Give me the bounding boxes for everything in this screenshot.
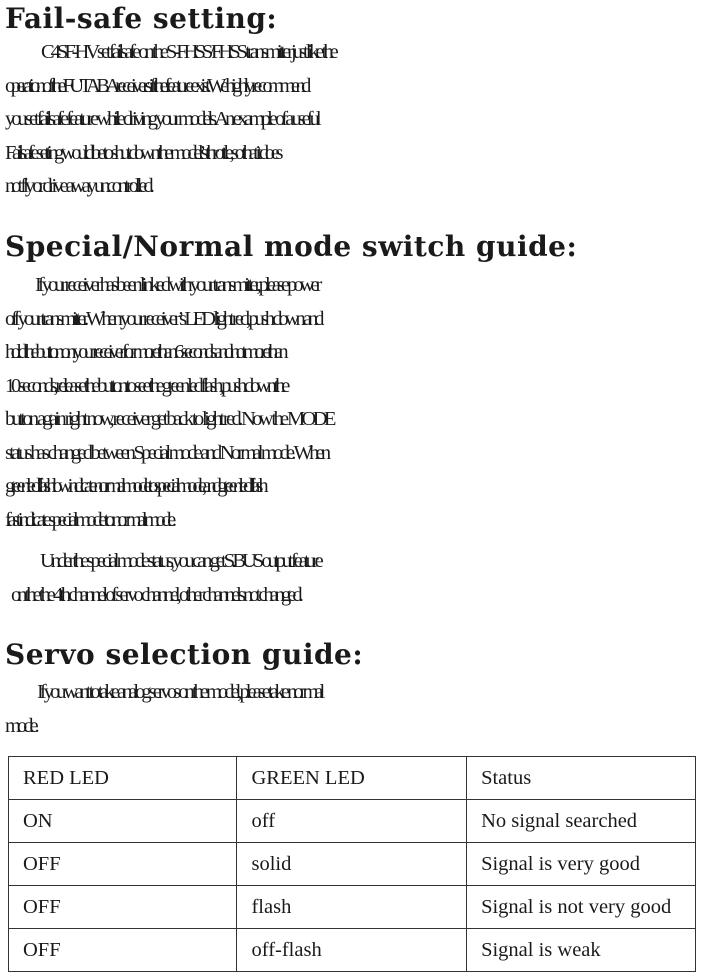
mode-switch-paragraph [5,269,700,537]
status-cell: Signal is not very good [467,886,696,929]
status-cell: No signal searched [467,800,696,843]
text-line: green led flash low indicate normal mode to special mode, and green led flash [5,475,264,497]
text-line: off your transmitter. When your receiver’s LED light red, push down and [5,307,321,330]
servo-paragraph [5,676,700,743]
red-led-cell: ON [9,800,237,843]
green-led-cell: flash [237,886,467,929]
text-line: Failsafe setting would be to shut down the model’s throttle, so that it does [5,141,280,164]
text-line: If you want to take analog servos on the model, please take normal [37,681,322,703]
green-led-cell: off-flash [237,929,467,972]
text-line: you set failsafe feature while driving your models. An example of a useful [5,108,318,130]
text-line: operation of the FUTABA receivers if the feature exist. We highly recommend [5,74,307,97]
green-led-cell: off [237,800,467,843]
text-line: 10 seconds, release the button to see the green led flash, push down the [5,374,287,397]
text-line: status has changed between Special mode and Normal mode. When [5,441,328,464]
header-red-led: RED LED [9,757,237,800]
servo-heading: Servo selection guide: [5,638,364,671]
mode-switch-heading: Special/Normal mode switch guide: [5,230,578,263]
status-cell: Signal is very good [467,843,696,886]
red-led-cell: OFF [9,886,237,929]
table-row [9,886,696,929]
status-cell: Signal is weak [467,929,696,972]
red-led-cell: OFF [9,929,237,972]
failsafe-heading: Fail-safe setting: [5,2,278,35]
header-status: Status [467,757,696,800]
sbus-paragraph [5,545,700,612]
failsafe-paragraph [5,36,700,204]
table-row [9,843,696,886]
text-line: on the the 4th channel of servo channel, other channels not changed. [11,583,300,606]
header-green-led: GREEN LED [237,757,467,800]
text-line: hold the button on your receiver for more than 6 seconds and not more than [5,341,284,363]
table-header-row [9,757,696,800]
text-line: button again right now, receiver get back to light red. Now the MODE [5,408,333,430]
text-line: not fly or drive away uncontrolled. [5,175,151,197]
text-line: Under the special mode status, you can get S.BUS output feature [40,550,320,572]
text-line: fast indicate special mode to normal mode. [5,508,173,531]
table-row [9,929,696,972]
red-led-cell: OFF [9,843,237,886]
led-status-table [8,756,696,972]
text-line: If your receiver has been linked with your transmitter, please power [35,274,319,296]
text-line: mode. [5,714,36,737]
green-led-cell: solid [237,843,467,886]
table-row [9,800,696,843]
text-line: C4SF-HV set failsafe on the S-FHSS/FHSS transmitter just like the [41,41,335,63]
